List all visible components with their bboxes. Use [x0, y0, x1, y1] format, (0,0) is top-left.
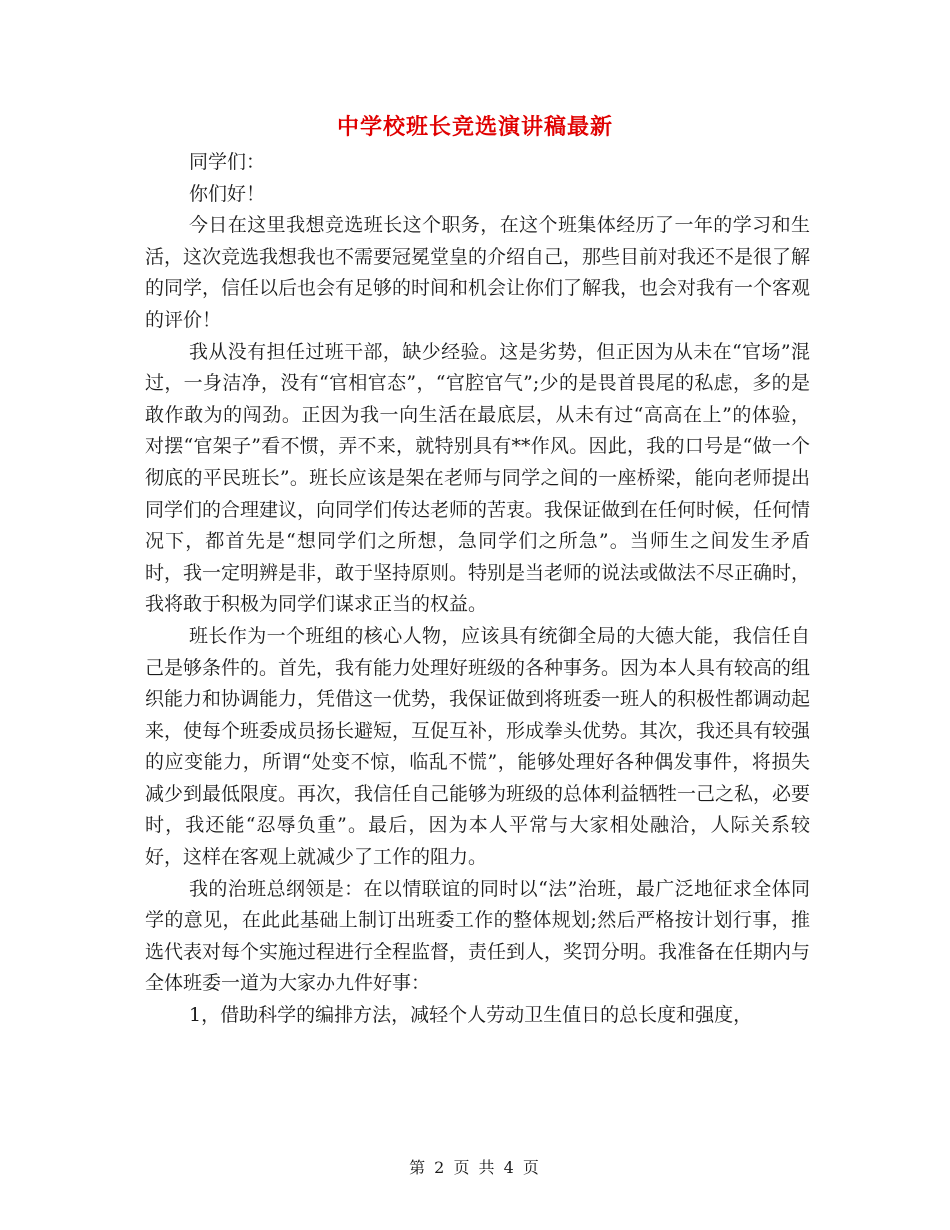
- document-title: 中学校班长竞选演讲稿最新: [336, 114, 613, 140]
- paragraph-intro: 今日在这里我想竞选班长这个职务，在这个班集体经历了一年的学习和生活，这次竞选我想我也不需要冠冕堂皇的介绍自己，那些目前对我还不是很了解的同学，信任以后也会有足够的时间和机会让你们了解我，也会对我有一个客观的评价！: [145, 214, 811, 331]
- paragraph-item-1: 1，借助科学的编排方法，减轻个人劳动卫生值日的总长度和强度，: [189, 1004, 753, 1027]
- page-footer: 第 2 页 共 4 页: [409, 1158, 541, 1177]
- document-body: [145, 147, 810, 1032]
- paragraph-experience: 我从没有担任过班干部，缺少经验。这是劣势，但正因为从未在“官场”混过，一身洁净，没有“官相官态”，“官腔官气”;少的是畏首畏尾的私虑，多的是敢作敢为的闯劲。正因为我一向生活在最底层，从未有过“高高在上”的体验，对摆“官架子”看不惯，弄不来，就特别具有**作风。因此，我的口号是“做一个彻底的平民班长”。班长应该是架在老师与同学之间的一座桥梁，能向老师提出同学们的合理建议，向同学们传达老师的苦衷。我保证做到在任何时候，任何情况下，都首先是“想同学们之所想，急同学们之所急”。当师生之间发生矛盾时，我一定明辨是非，敢于坚持原则。特别是当老师的说法或做法不尽正确时，我将敢于积极为同学们谋求正当的权益。: [145, 340, 811, 616]
- paragraph-ability: 班长作为一个班组的核心人物，应该具有统御全局的大德大能，我信任自己是够条件的。首先，我有能力处理好班级的各种事务。因为本人具有较高的组织能力和协调能力，凭借这一优势，我保证做到将班委一班人的积极性都调动起来，使每个班委成员扬长避短，互促互补，形成拳头优势。其次，我还具有较强的应变能力，所谓“处变不惊，临乱不慌”，能够处理好各种偶发事件，将损失减少到最低限度。再次，我信任自己能够为班级的总体利益牺牲一己之私，必要时，我还能“忍辱负重”。最后，因为本人平常与大家相处融洽，人际关系较好，这样在客观上就减少了工作的阻力。: [145, 624, 811, 869]
- hello-line: 你们好！: [189, 182, 266, 205]
- paragraph-plan: 我的治班总纲领是：在以情联谊的同时以“法”治班，最广泛地征求全体同学的意见，在此此基础上制订出班委工作的整体规划;然后严格按计划行事，推选代表对每个实施过程进行全程监督，责任到人，奖罚分明。我准备在任期内与全体班委一道为大家办九件好事：: [145, 877, 811, 995]
- greeting: 同学们：: [189, 151, 266, 173]
